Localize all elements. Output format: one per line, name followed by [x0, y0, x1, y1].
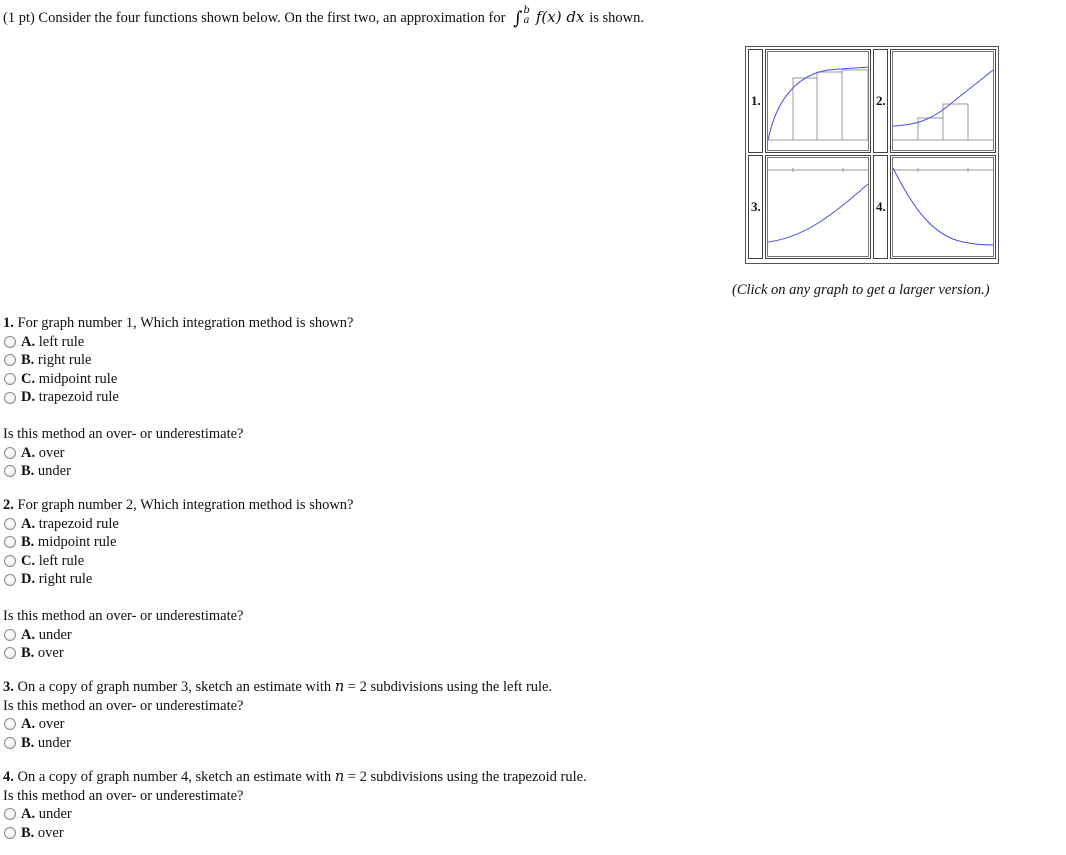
q1-followup-option-b[interactable]: B. under: [3, 462, 244, 481]
q3-option-b[interactable]: B. under: [3, 734, 552, 753]
q4-option-a[interactable]: A. under: [3, 805, 587, 824]
graph-grid: [745, 46, 999, 264]
graph-2-rect-2: [943, 104, 968, 140]
question-1-number: 1.: [3, 315, 14, 331]
q1-option-c[interactable]: C. midpoint rule: [3, 370, 354, 389]
integral-symbol: ∫: [513, 8, 523, 29]
q1-option-a[interactable]: A. left rule: [3, 333, 354, 352]
radio-button[interactable]: [4, 465, 16, 477]
integral-limits: [523, 6, 529, 26]
graph-1-rect-3: [842, 70, 868, 140]
question-4: [3, 768, 587, 842]
q1-option-b[interactable]: B. right rule: [3, 351, 354, 370]
graph-1-curve: [768, 67, 868, 140]
radio-button[interactable]: [4, 518, 16, 530]
q2-followup-option-b[interactable]: B. over: [3, 644, 244, 663]
q2-option-b[interactable]: B. midpoint rule: [3, 533, 354, 552]
q4-option-b[interactable]: B. over: [3, 824, 587, 843]
question-2: [3, 496, 354, 589]
radio-button[interactable]: [4, 808, 16, 820]
question-2-prompt: 2. For graph number 2, Which integration method is shown?: [3, 497, 354, 513]
graph-4-curve: [893, 168, 993, 245]
radio-button[interactable]: [4, 718, 16, 730]
radio-button[interactable]: [4, 647, 16, 659]
question-3: [3, 678, 552, 752]
question-1-followup-prompt: Is this method an over- or underestimate?: [3, 426, 244, 442]
graph-label-2: 2.: [873, 49, 888, 153]
radio-button[interactable]: [4, 392, 16, 404]
graph-label-4: 4.: [873, 155, 888, 259]
radio-button[interactable]: [4, 536, 16, 548]
question-1-followup: [3, 425, 244, 481]
question-4-number: 4.: [3, 769, 14, 785]
integrand: f(x) dx: [535, 8, 585, 26]
q2-followup-option-a[interactable]: A. under: [3, 626, 244, 645]
question-3-followup-prompt: Is this method an over- or underestimate?: [3, 697, 244, 714]
question-2-followup: [3, 607, 244, 663]
q2-option-a[interactable]: A. trapezoid rule: [3, 515, 354, 534]
graph-1[interactable]: [765, 49, 871, 153]
radio-button[interactable]: [4, 827, 16, 839]
question-2-followup-prompt: Is this method an over- or underestimate?: [3, 608, 244, 624]
radio-button[interactable]: [4, 354, 16, 366]
radio-button[interactable]: [4, 629, 16, 641]
graph-1-rect-2: [817, 72, 842, 140]
question-1-prompt: 1. For graph number 1, Which integration method is shown?: [3, 315, 354, 331]
radio-button[interactable]: [4, 447, 16, 459]
integral-expression: [509, 5, 589, 29]
radio-button[interactable]: [4, 555, 16, 567]
graph-1-rect-1: [793, 78, 817, 140]
intro-tail: is shown.: [589, 10, 644, 26]
q2-option-c[interactable]: C. left rule: [3, 552, 354, 571]
q3-option-a[interactable]: A. over: [3, 715, 552, 734]
radio-button[interactable]: [4, 574, 16, 586]
radio-button[interactable]: [4, 373, 16, 385]
question-3-prompt: 3. On a copy of graph number 3, sketch an estimate with n = 2 subdivisions using the left rule.: [3, 679, 553, 695]
question-3-number: 3.: [3, 679, 14, 695]
intro-text: (1 pt) Consider the four functions shown below. On the first two, an approximation for: [3, 10, 506, 26]
graph-4[interactable]: [890, 155, 996, 259]
q2-option-d[interactable]: D. right rule: [3, 570, 354, 589]
radio-button[interactable]: [4, 336, 16, 348]
lower-limit: a: [523, 15, 530, 26]
radio-button[interactable]: [4, 737, 16, 749]
graph-label-1: 1.: [748, 49, 763, 153]
graph-label-3: 3.: [748, 155, 763, 259]
question-4-prompt: 4. On a copy of graph number 4, sketch an estimate with n = 2 subdivisions using the trapezoid rule.: [3, 769, 587, 785]
graph-3-curve: [768, 184, 868, 242]
graph-3[interactable]: [765, 155, 871, 259]
graph-2[interactable]: [890, 49, 996, 153]
graph-caption: (Click on any graph to get a larger version.): [732, 282, 990, 298]
question-2-number: 2.: [3, 497, 14, 513]
question-4-followup-prompt: Is this method an over- or underestimate?: [3, 787, 244, 804]
problem-intro: [3, 5, 644, 29]
q1-followup-option-a[interactable]: A. over: [3, 444, 244, 463]
upper-limit: b: [523, 5, 530, 16]
q1-option-d[interactable]: D. trapezoid rule: [3, 388, 354, 407]
question-1: [3, 314, 354, 407]
